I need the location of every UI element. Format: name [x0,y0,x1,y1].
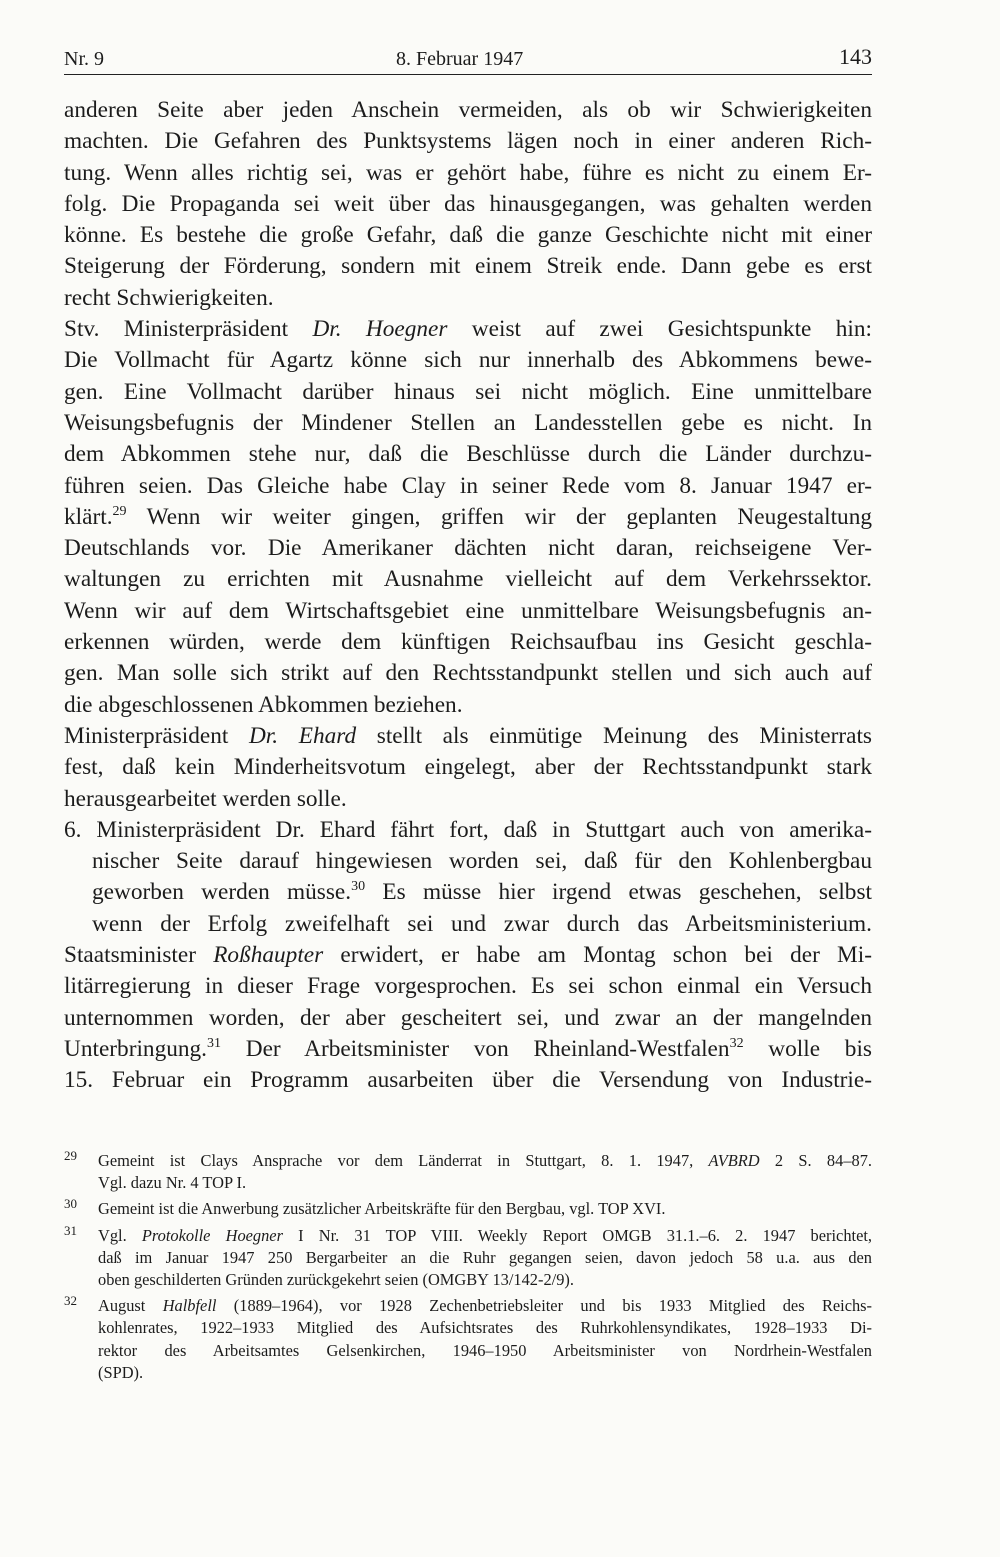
text-run[interactable]: anderen Seite aber jeden Anschein vermeiden, als ob wir Schwierigkeiten [64,97,872,123]
text-line [64,377,872,408]
footnote-reference[interactable]: 32 [729,1035,744,1051]
text-line [64,784,872,815]
text-run[interactable]: folg. Die Propaganda sei weit über das hinausgegangen, was gehalten werden [64,190,872,217]
footnote-number: 30 [64,1196,77,1212]
text-line [64,752,872,783]
text-line [64,345,872,376]
footnote-reference[interactable]: 31 [207,1035,221,1051]
text-run[interactable]: rektor des Arbeitsamtes Gelsenkirchen, 1946–1950 Arbeitsminister von Nordrhein-Westfalen [98,1340,872,1360]
text-run[interactable]: die abgeschlossenen Abkommen beziehen. [64,691,463,718]
text-line [64,533,872,564]
text-line [64,690,872,721]
text-run[interactable]: herausgearbeitet werden solle. [64,785,347,812]
text-line [64,877,872,908]
footnote-line [98,1198,872,1220]
text-run[interactable]: oben geschilderten Gründen zurückgekehrt seien (OMGBY 13/142-2/9). [98,1270,574,1290]
text-line [64,721,872,752]
text-line [64,95,872,126]
text-run[interactable]: (SPD). [98,1362,144,1382]
footnote [64,1150,872,1194]
footnote-line [98,1317,872,1339]
text-run[interactable]: geworben werden müsse. [92,879,352,906]
text-run[interactable]: Der Arbeitsminister von Rheinland-Westfalen [221,1035,730,1062]
text-line [64,471,872,502]
running-header [64,44,872,75]
text-line [64,596,872,627]
text-line [64,189,872,220]
text-line [64,126,872,157]
footnote [64,1222,872,1292]
text-line [64,283,872,314]
footnote-reference[interactable]: 30 [351,879,366,895]
footnote-line [98,1340,872,1362]
text-run[interactable]: machten. Die Gefahren des Punktsystems lägen noch in einer anderen Rich- [64,128,872,155]
text-run[interactable]: I Nr. 31 TOP VIII. Weekly Report OMGB 31.1.–6. 2. 1947 berichtet, [282,1225,872,1245]
text-run[interactable]: wolle bis [743,1035,872,1062]
text-run[interactable]: stellt als einmütige Meinung des Ministerrats [356,722,872,749]
text-run[interactable]: Vgl. [98,1225,142,1245]
footnote [64,1295,872,1384]
text-line [64,909,872,940]
text-run[interactable]: recht Schwierigkeiten. [64,284,274,311]
text-line [64,815,872,846]
text-run[interactable]: weist auf zwei Gesichtspunkte hin: [447,316,872,343]
text-run[interactable]: könne. Es bestehe die große Gefahr, daß die ganze Geschichte nicht mit einer [64,222,872,249]
italic-name: Halbfell [162,1296,217,1316]
text-run[interactable]: nischer Seite darauf hingewiesen worden sei, daß für den Kohlenbergbau [92,848,872,875]
text-run[interactable]: fest, daß kein Minderheitsvotum eingelegt, aber der Rechtsstandpunkt stark [64,754,872,781]
header-date: 8. Februar 1947 [396,48,524,70]
text-run[interactable]: 15. Februar ein Programm ausarbeiten über die Versendung von Industrie- [64,1067,872,1094]
text-run[interactable]: Wenn wir weiter gingen, griffen wir der geplanten Neugestaltung [126,503,872,530]
footnote [64,1198,872,1220]
text-run[interactable]: führen seien. Das Gleiche habe Clay in seiner Rede vom 8. Januar 1947 er- [64,472,872,499]
text-run[interactable]: erwidert, er habe am Montag schon bei der Mi- [323,942,872,969]
text-run[interactable]: waltungen zu errichten mit Ausnahme vielleicht auf dem Verkehrssektor. [64,566,872,593]
text-run[interactable]: Steigerung der Förderung, sondern mit einem Streik ende. Dann gebe es erst [64,253,872,280]
text-line [64,220,872,251]
text-run[interactable]: Die Vollmacht für Agartz könne sich nur innerhalb des Abkommens bewe- [64,347,872,374]
text-line [64,1003,872,1034]
text-run[interactable]: Wenn wir auf dem Wirtschaftsgebiet eine unmittelbare Weisungsbefugnis an- [64,597,872,624]
text-line [64,627,872,658]
text-run[interactable]: Vgl. dazu Nr. 4 TOP I. [98,1173,247,1193]
text-run[interactable]: gen. Man solle sich strikt auf den Rechtsstandpunkt stellen und sich auch auf [64,660,872,687]
text-line [64,940,872,971]
text-run[interactable]: dem Abkommen stehe nur, daß die Beschlüsse durch die Länder durchzu- [64,441,872,468]
text-run[interactable]: wenn der Erfolg zweifelhaft sei und zwar durch das Arbeitsministerium. [92,910,872,937]
page-number: 143 [839,44,872,69]
italic-name: AVBRD [708,1151,760,1170]
text-line [64,564,872,595]
text-run[interactable]: Deutschlands vor. Die Amerikaner dächten nicht daran, reichseigene Ver- [64,535,872,562]
text-run[interactable]: Ministerpräsident [64,722,249,749]
text-line [64,439,872,470]
text-line [64,251,872,282]
text-line [64,314,872,345]
italic-name: Dr. Hoegner [312,316,448,343]
footnote-line [98,1295,872,1317]
footnote-number: 29 [64,1148,77,1163]
footnote-line [98,1362,872,1384]
text-run[interactable]: Es müsse hier irgend etwas geschehen, selbst [365,879,872,906]
text-line [64,658,872,689]
document-page [64,44,872,1097]
text-run[interactable]: Gemeint ist die Anwerbung zusätzlicher Arbeitskräfte für den Bergbau, vgl. TOP XVI. [98,1199,666,1219]
text-run[interactable]: tung. Wenn alles richtig sei, was er gehört habe, führe es nicht zu einem Er- [64,159,872,186]
text-run[interactable]: klärt. [64,503,113,530]
footnote-number: 31 [64,1222,77,1238]
main-text [64,95,872,1097]
footnote-line [98,1269,872,1291]
text-line [64,846,872,877]
footnote-line [98,1172,872,1194]
text-run[interactable]: daß im Januar 1947 250 Bergarbeiter an die Ruhr gegangen seien, davon jedoch 58 u.a. aus den [98,1247,872,1267]
text-run[interactable]: litärregierung in dieser Frage vorgesprochen. Es sei schon einmal ein Versuch [64,973,872,1000]
text-line [64,1034,872,1065]
text-run[interactable]: Gemeint ist Clays Ansprache vor dem Länderrat in Stuttgart, 8. 1. 1947, [98,1151,709,1170]
text-run[interactable]: unternommen worden, der aber gescheitert sei, und zwar an der mangelnden [64,1004,872,1031]
footnote-number: 32 [64,1293,77,1309]
text-line [64,408,872,439]
text-run[interactable]: erkennen würden, werde dem künftigen Reichsaufbau ins Gesicht geschla- [64,629,872,656]
footnote-reference[interactable]: 29 [112,503,127,519]
text-run[interactable]: 2 S. 84–87. [759,1151,872,1170]
footnote-line [98,1225,872,1247]
text-run[interactable]: Unterbringung. [64,1035,207,1062]
text-run[interactable]: gen. Eine Vollmacht darüber hinaus sei nicht möglich. Eine unmittelbare [64,378,872,405]
footnotes [64,1150,872,1388]
italic-name: Roßhaupter [213,942,324,969]
text-line [64,1065,872,1096]
footnote-line [98,1150,872,1172]
text-run[interactable]: Staatsminister [64,942,214,969]
text-run[interactable]: Stv. Ministerpräsident [64,316,313,343]
italic-name: Protokolle Hoegner [141,1225,283,1245]
text-line [64,971,872,1002]
text-run[interactable]: kohlenrates, 1922–1933 Mitglied des Aufsichtsrates des Ruhrkohlensyndikates, 1928–1933 Di- [98,1318,872,1338]
text-line [64,502,872,533]
text-line [64,158,872,189]
footnote-line [98,1247,872,1269]
text-run[interactable]: 6. Ministerpräsident Dr. Ehard fährt fort, daß in Stuttgart auch von amerika- [64,816,872,843]
italic-name: Dr. Ehard [248,722,357,749]
text-run[interactable]: Weisungsbefugnis der Mindener Stellen an Landesstellen gebe es nicht. In [64,409,872,436]
document-number: Nr. 9 [64,48,104,70]
text-run[interactable]: August [98,1296,163,1316]
text-run[interactable]: (1889–1964), vor 1928 Zechenbetriebsleiter und bis 1933 Mitglied des Reichs- [216,1296,872,1316]
